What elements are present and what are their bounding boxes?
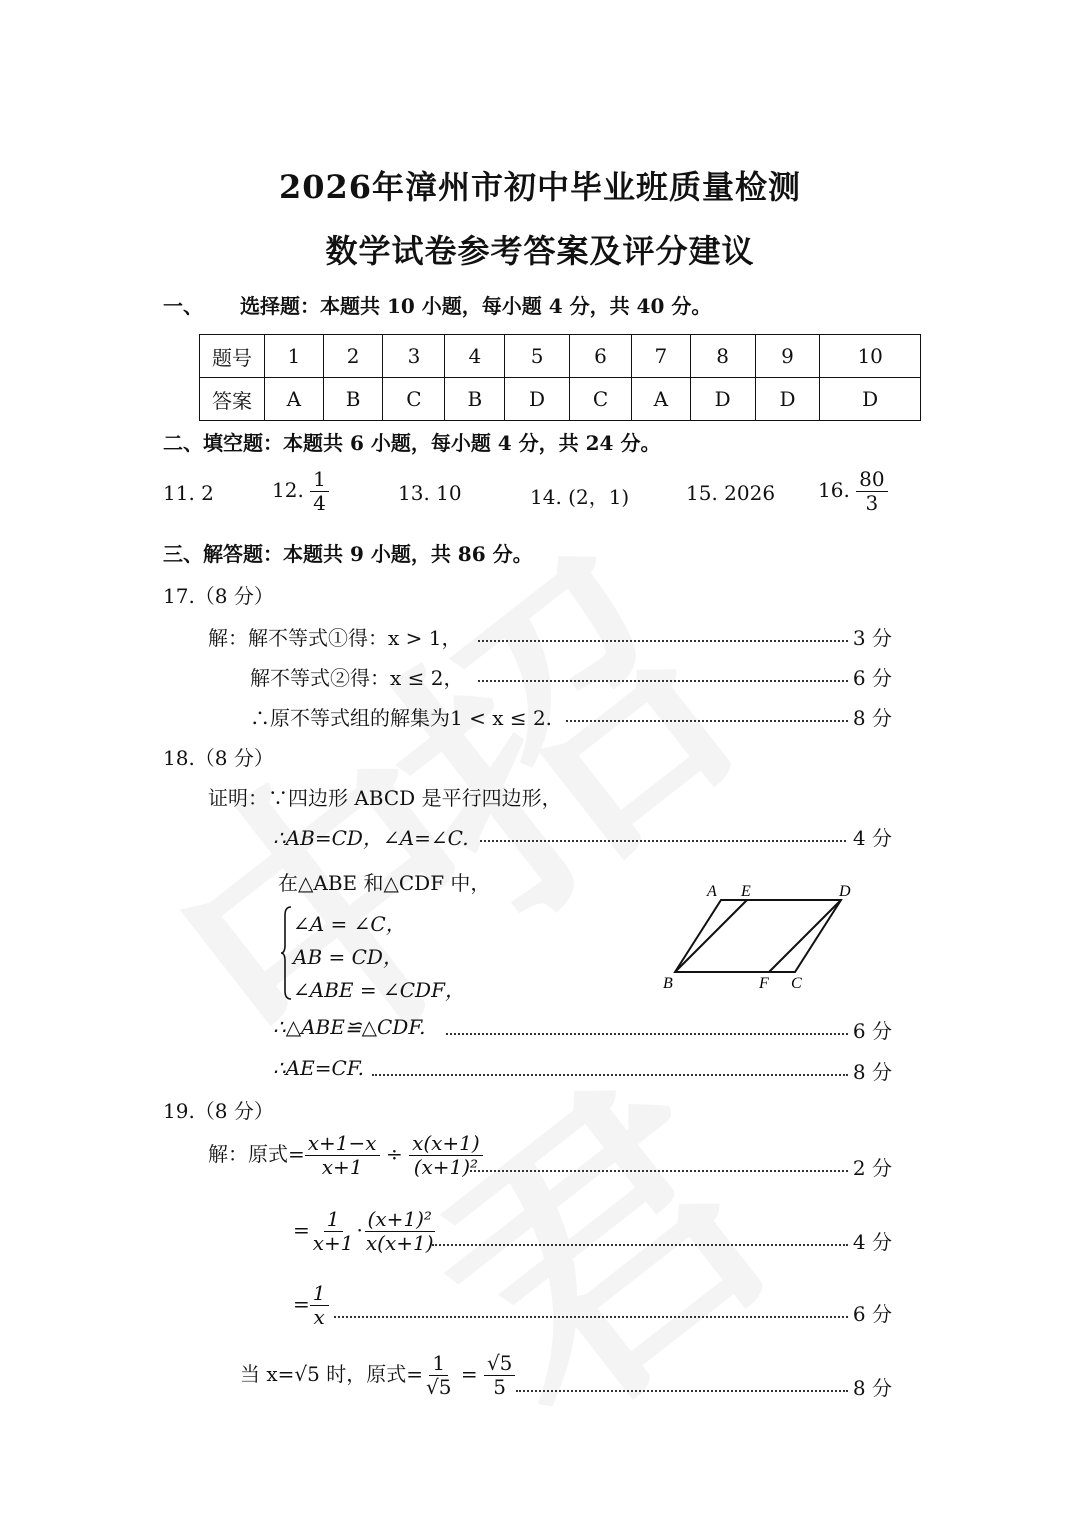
table-cell: C: [383, 378, 445, 421]
table-cell: D: [505, 378, 570, 421]
label-f: F: [759, 975, 769, 990]
q19-heading: 19.（8 分）: [163, 1099, 274, 1123]
q19-score3: 6 分: [852, 1302, 892, 1326]
label-d: D: [839, 883, 851, 900]
leader-dots: [566, 720, 848, 722]
q18-line2: ∴AB=CD，∠A=∠C.: [273, 826, 469, 850]
table-cell: B: [323, 378, 383, 421]
q18-brace-line2: AB = CD，: [293, 945, 403, 969]
fraction-numerator: x+1−x: [305, 1132, 380, 1156]
q19-score2: 4 分: [852, 1230, 892, 1254]
fraction-denominator: x: [313, 1305, 325, 1329]
leader-dots: [372, 1074, 848, 1076]
section2-heading: 二、填空题：本题共 6 小题，每小题 4 分，共 24 分。: [163, 431, 661, 455]
table-cell: 4: [445, 335, 505, 378]
table-cell: 3: [383, 335, 445, 378]
q17-line2: 解不等式②得：x ≤ 2，: [250, 666, 464, 690]
q19-score1: 2 分: [852, 1156, 892, 1180]
parallelogram-abcd: [675, 900, 841, 972]
table-cell: 5: [505, 335, 570, 378]
q19-prefix: 解：原式=: [208, 1142, 305, 1166]
fill-answer-15: 15. 2026: [686, 481, 776, 505]
q17-score1: 3 分: [852, 626, 892, 650]
q18-score3: 8 分: [852, 1060, 892, 1084]
fraction-numerator: 1: [429, 1352, 448, 1376]
label-b: B: [663, 975, 673, 990]
fraction-denominator: x+1: [321, 1155, 363, 1179]
q17-line1: 解：解不等式①得：x > 1，: [208, 626, 462, 650]
segment-fd: [769, 900, 841, 972]
leader-dots: [334, 1316, 848, 1318]
table-cell: C: [569, 378, 631, 421]
fraction-numerator: x(x+1): [409, 1132, 483, 1156]
fraction-numerator: 1: [310, 1282, 329, 1306]
q18-heading: 18.（8 分）: [163, 746, 274, 770]
fill-answer-14: 14. (2，1): [530, 485, 630, 509]
fraction-numerator: (x+1)²: [365, 1208, 435, 1232]
table-row-answers: [200, 378, 921, 421]
q18-score1: 4 分: [852, 826, 892, 850]
table-cell: 10: [820, 335, 921, 378]
section3-heading: 三、解答题：本题共 9 小题，共 86 分。: [163, 542, 533, 566]
segment-be: [675, 900, 747, 972]
q19-line4: [240, 1352, 515, 1399]
fraction-denominator: 4: [313, 491, 326, 515]
fraction-denominator: x+1: [312, 1231, 354, 1255]
table-cell: 6: [569, 335, 631, 378]
equals-sign: =: [293, 1292, 310, 1316]
q18-line3: 在△ABE 和△CDF 中，: [278, 871, 491, 895]
q19-substitution: 当 x=√5 时，原式=: [240, 1362, 423, 1386]
parallelogram-figure: [655, 878, 865, 990]
multiply-dot: ·: [356, 1218, 363, 1242]
q19-line1: [208, 1132, 483, 1179]
fraction-numerator: 1: [310, 468, 329, 492]
page-subtitle: 数学试卷参考答案及评分建议: [325, 232, 755, 270]
table-cell: D: [820, 378, 921, 421]
table-cell: 2: [323, 335, 383, 378]
brace: [280, 905, 292, 1001]
table-cell: 8: [690, 335, 755, 378]
equals-sign: =: [293, 1218, 310, 1242]
table-row-numbers: [200, 335, 921, 378]
fill-label: 12.: [272, 478, 304, 502]
table-cell: D: [755, 378, 820, 421]
fill-answer-12: [272, 468, 329, 515]
q18-brace-line3: ∠ABE = ∠CDF，: [293, 978, 465, 1002]
q18-line5: ∴AE=CF.: [273, 1056, 364, 1080]
page-title: 2026年漳州市初中毕业班质量检测: [278, 168, 802, 206]
fill-answer-16: [818, 468, 888, 515]
leader-dots: [478, 640, 848, 642]
q19-line3: [293, 1282, 329, 1329]
divide-sign: ÷: [385, 1142, 403, 1166]
fraction-denominator: x(x+1): [365, 1231, 434, 1255]
table-label-number: 题号: [200, 335, 265, 378]
fill-label: 16.: [818, 478, 850, 502]
fraction-numerator: √5: [484, 1352, 515, 1376]
table-cell: D: [690, 378, 755, 421]
q18-score2: 6 分: [852, 1019, 892, 1043]
table-cell: A: [265, 378, 324, 421]
fraction-numerator: 1: [324, 1208, 343, 1232]
q17-score3: 8 分: [852, 706, 892, 730]
table-cell: B: [445, 378, 505, 421]
fraction-numerator: 80: [856, 468, 887, 492]
leader-dots: [480, 840, 846, 842]
label-c: C: [791, 975, 802, 990]
label-a: A: [707, 883, 717, 900]
table-cell: 9: [755, 335, 820, 378]
section1-heading: 选择题：本题共 10 小题，每小题 4 分，共 40 分。: [240, 294, 712, 318]
table-label-answer: 答案: [200, 378, 265, 421]
fraction-denominator: √5: [425, 1375, 452, 1399]
fraction-denominator: (x+1)²: [413, 1155, 479, 1179]
table-cell: A: [632, 378, 691, 421]
fraction-denominator: 3: [865, 491, 879, 515]
label-e: E: [741, 883, 751, 900]
q17-score2: 6 分: [852, 666, 892, 690]
q18-brace-line1: ∠A = ∠C，: [293, 912, 406, 936]
table-cell: 7: [632, 335, 691, 378]
equals-sign: =: [460, 1362, 478, 1386]
q18-line4: ∴△ABE≌△CDF.: [273, 1015, 426, 1039]
q19-score4: 8 分: [852, 1376, 892, 1400]
leader-dots: [516, 1390, 848, 1392]
section1-number: 一、: [163, 294, 203, 318]
table-cell: 1: [265, 335, 324, 378]
fill-answer-13: 13. 10: [398, 481, 462, 505]
leader-dots: [478, 680, 848, 682]
leader-dots: [446, 1033, 848, 1035]
q19-line2: [293, 1208, 437, 1255]
q17-line3: ∴原不等式组的解集为1 < x ≤ 2.: [250, 706, 553, 730]
q18-line1: 证明：∵四边形 ABCD 是平行四边形，: [208, 786, 562, 810]
leader-dots: [432, 1244, 848, 1246]
answer-table: [199, 334, 921, 421]
leader-dots: [470, 1170, 848, 1172]
q17-heading: 17.（8 分）: [163, 584, 274, 608]
fraction-denominator: 5: [493, 1375, 507, 1399]
fill-answer-11: 11. 2: [163, 481, 214, 505]
